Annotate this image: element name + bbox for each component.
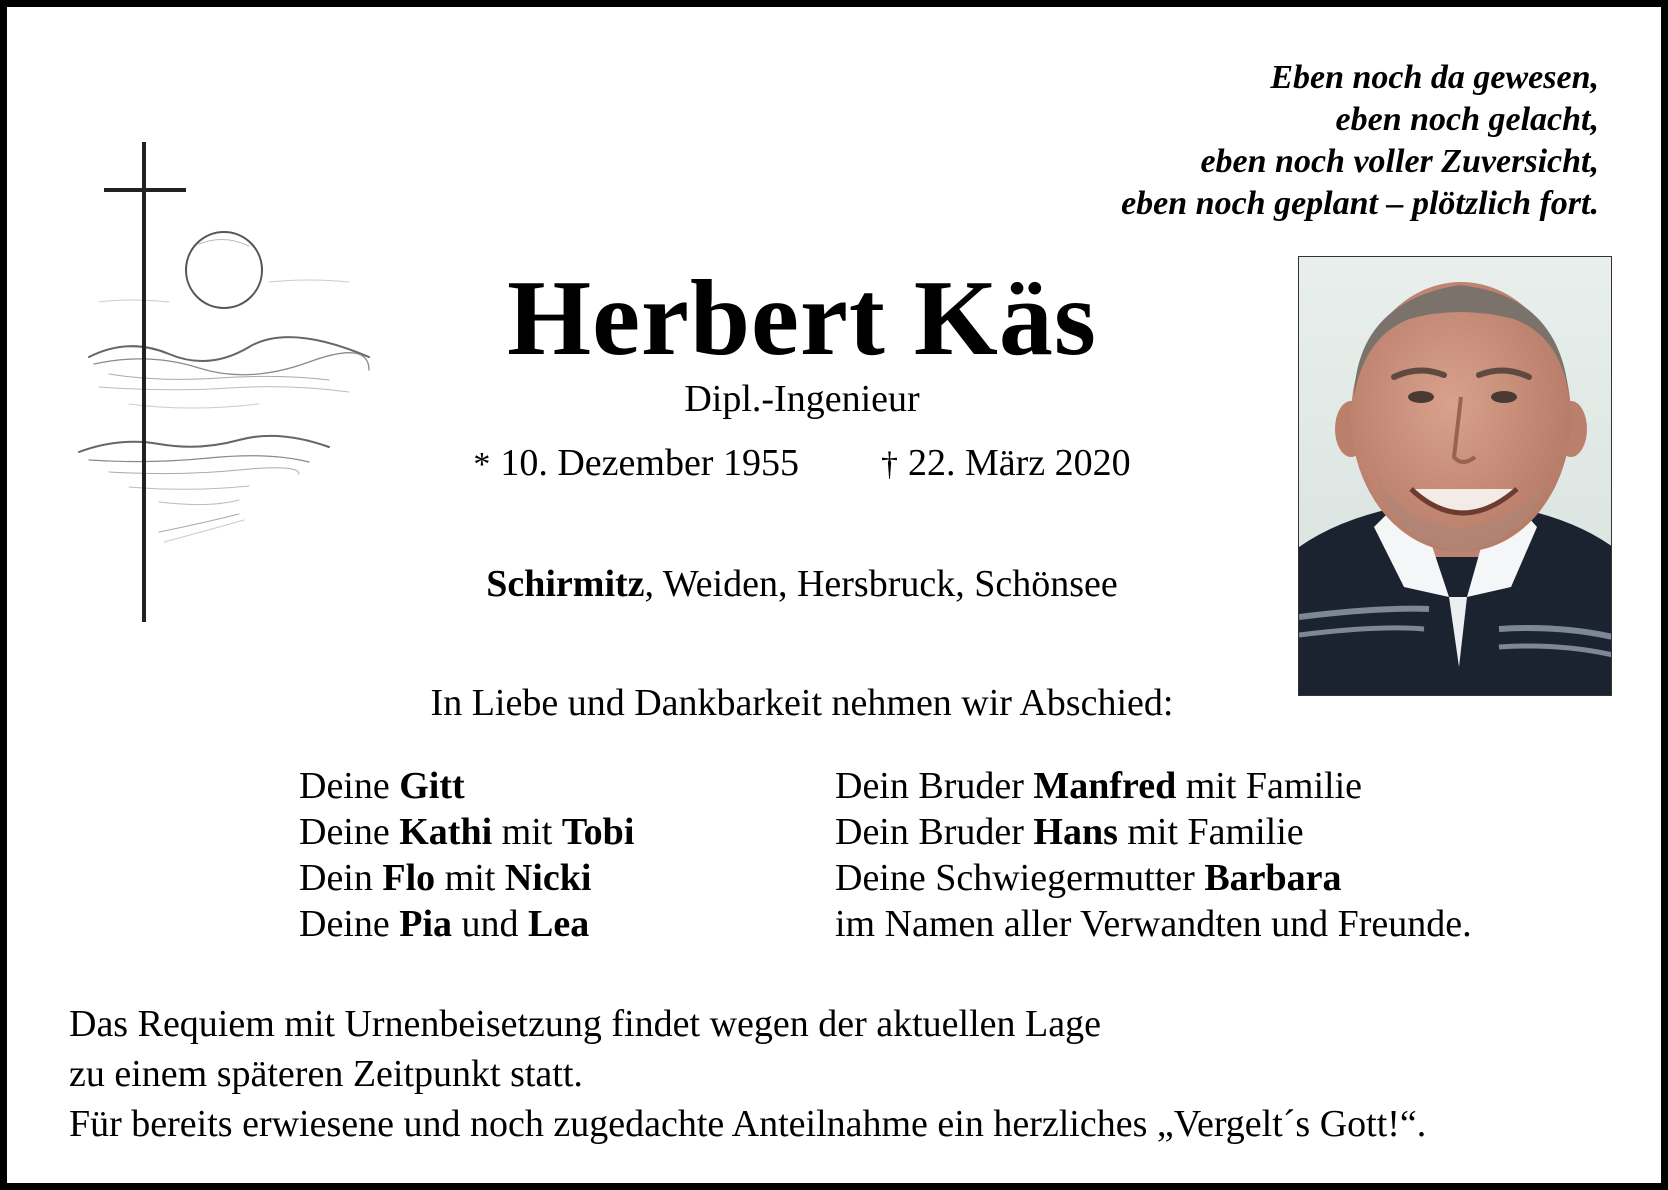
mourner-name: Hans	[1033, 811, 1118, 853]
footer-line: Das Requiem mit Urnenbeisetzung findet wegen der aktuellen Lage	[69, 1003, 1101, 1045]
death-dagger-icon: †	[880, 446, 898, 483]
places-line	[407, 560, 1197, 608]
mourner-line	[299, 809, 634, 855]
deceased-title: Dipl.-Ingenieur	[684, 378, 920, 420]
mourner-name: Gitt	[399, 765, 465, 807]
motto-line: eben noch gelacht,	[1335, 101, 1599, 138]
mourner-name: Kathi	[399, 811, 493, 853]
mourner-line	[299, 763, 634, 809]
mourner-line	[835, 809, 1472, 855]
mourners-right-column	[835, 763, 1472, 947]
mourner-name: Lea	[528, 903, 590, 945]
footer-line: Für bereits erwiesene und noch zugedachte Anteilnahme ein herzliches „Vergelt´s Gott!“.	[69, 1103, 1427, 1145]
motto-line: eben noch voller Zuversicht,	[1200, 143, 1599, 180]
mourner-text: mit	[492, 811, 562, 853]
mourner-name: Manfred	[1033, 765, 1177, 807]
portrait-icon	[1299, 257, 1612, 696]
mourner-text: mit	[435, 857, 505, 899]
birth-date: 10. Dezember 1955	[500, 442, 799, 484]
mourner-text: Dein Bruder	[835, 765, 1034, 807]
mourner-line	[835, 855, 1472, 901]
cross-landscape-drawing	[69, 142, 379, 622]
mourner-line	[299, 855, 634, 901]
death-date: 22. März 2020	[907, 442, 1131, 484]
mourner-name: Flo	[382, 857, 436, 899]
mourner-name: Tobi	[561, 811, 635, 853]
mourner-line	[835, 763, 1472, 809]
birth-star-icon: *	[473, 446, 491, 483]
mourner-text: Deine	[299, 903, 400, 945]
mourner-text: Deine	[299, 811, 400, 853]
mourner-text: Deine Schwiegermutter	[835, 857, 1205, 899]
farewell-line: In Liebe und Dankbarkeit nehmen wir Abschied:	[430, 682, 1174, 724]
motto-poem	[1121, 57, 1599, 225]
cross-icon	[69, 142, 379, 622]
mourner-text: im Namen aller Verwandten und Freunde.	[835, 903, 1472, 945]
mourners-left-column	[299, 763, 634, 947]
footer-line: zu einem späteren Zeitpunkt statt.	[69, 1053, 583, 1095]
deceased-name: Herbert Käs	[507, 259, 1097, 378]
mourner-text: Dein Bruder	[835, 811, 1034, 853]
mourner-name: Nicki	[504, 857, 592, 899]
life-dates	[407, 439, 1197, 489]
mourner-text: mit Familie	[1176, 765, 1363, 807]
mourner-text: Deine	[299, 765, 400, 807]
place-bold: Schirmitz	[486, 563, 645, 605]
mourner-text: und	[452, 903, 529, 945]
footer-text	[69, 999, 1426, 1149]
mourner-line	[299, 901, 634, 947]
mourner-text: mit Familie	[1117, 811, 1304, 853]
portrait-photo	[1298, 256, 1612, 696]
mourner-name: Barbara	[1204, 857, 1342, 899]
motto-line: Eben noch da gewesen,	[1270, 59, 1599, 96]
mourner-name: Pia	[399, 903, 453, 945]
places-rest: , Weiden, Hersbruck, Schönsee	[644, 563, 1118, 605]
mourner-text: Dein	[299, 857, 383, 899]
mourner-line	[835, 901, 1472, 947]
motto-line: eben noch geplant – plötzlich fort.	[1121, 185, 1599, 222]
